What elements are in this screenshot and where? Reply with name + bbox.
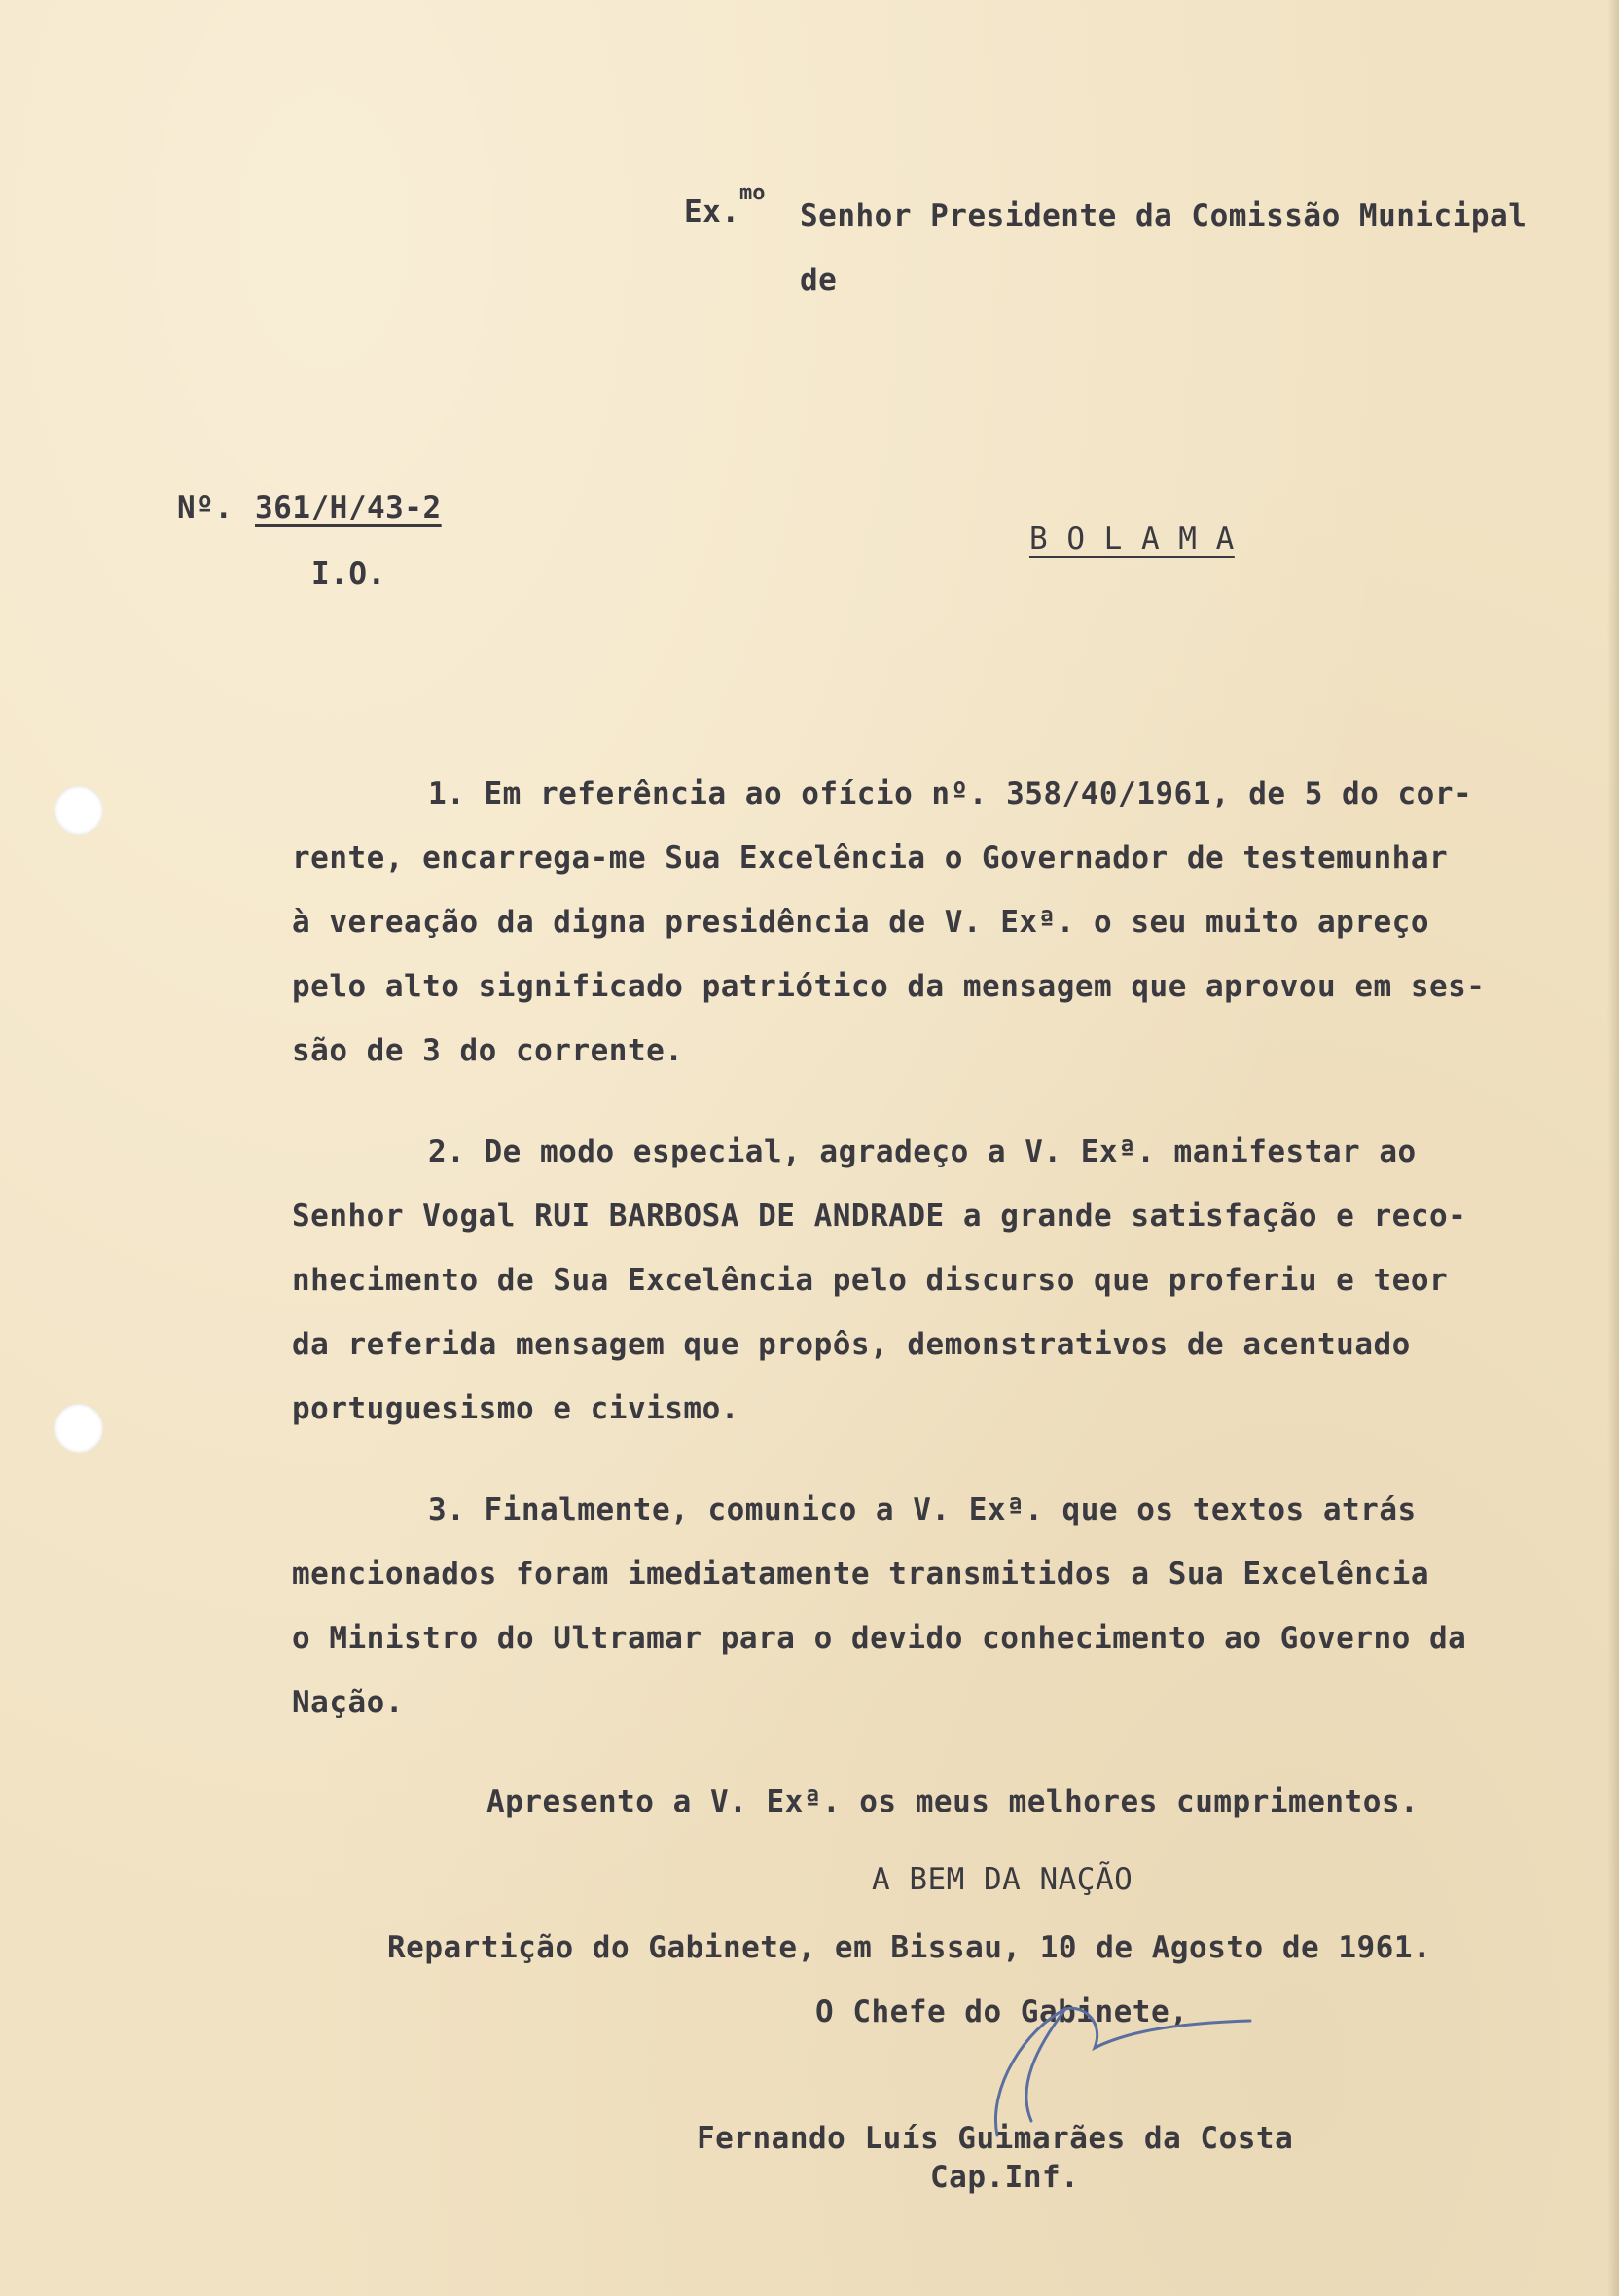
paragraph-2-line: portuguesismo e civismo.: [292, 1391, 739, 1426]
reference-number: 361/H/43-2: [255, 490, 442, 525]
signer-name: Fernando Luís Guimarães da Costa: [697, 2121, 1294, 2156]
paragraph-2-line: nhecimento de Sua Excelência pelo discurso que proferiu e teor: [292, 1263, 1449, 1298]
paragraph-1-line: 1. Em referência ao ofício nº. 358/40/1961, de 5 do cor-: [428, 776, 1473, 811]
paragraph-3-line: mencionados foram imediatamente transmitidos a Sua Excelência: [292, 1557, 1429, 1592]
paper-edge-shadow: [1607, 0, 1619, 2296]
paragraph-2-line: da referida mensagem que propôs, demonstrativos de acentuado: [292, 1327, 1411, 1362]
salutation-superscript: mo: [739, 181, 766, 205]
paragraph-3-line: 3. Finalmente, comunico a V. Exª. que os textos atrás: [428, 1492, 1417, 1527]
paragraph-2-line: Senhor Vogal RUI BARBOSA DE ANDRADE a grande satisfação e reco-: [292, 1199, 1467, 1234]
reference-code: I.O.: [311, 556, 386, 592]
paragraph-2-line: 2. De modo especial, agradeço a V. Exª. manifestar ao: [428, 1134, 1417, 1169]
signer-rank: Cap.Inf.: [930, 2160, 1080, 2195]
paragraph-1-line: à vereação da digna presidência de V. Exª. o seu muito apreço: [292, 905, 1429, 940]
reference-prefix: Nº.: [177, 490, 234, 525]
recipient-line-1: Senhor Presidente da Comissão Municipal: [800, 198, 1528, 233]
recipient-line-2: de: [800, 263, 838, 298]
paragraph-1-line: rente, encarrega-me Sua Excelência o Governador de testemunhar: [292, 841, 1449, 876]
closing-place-date: Repartição do Gabinete, em Bissau, 10 de Agosto de 1961.: [387, 1930, 1432, 1965]
destination: B O L A M A: [1029, 521, 1235, 556]
paragraph-3-line: o Ministro do Ultramar para o devido conhecimento ao Governo da: [292, 1621, 1467, 1656]
signer-role: O Chefe do Gabinete,: [815, 1994, 1189, 2029]
salutation: Ex.: [684, 195, 740, 230]
paragraph-1-line: são de 3 do corrente.: [292, 1033, 684, 1068]
paragraph-1-line: pelo alto significado patriótico da mensagem que aprovou em ses-: [292, 969, 1486, 1004]
punch-hole-top: [54, 786, 103, 835]
closing-greeting: Apresento a V. Exª. os meus melhores cumprimentos.: [486, 1784, 1420, 1819]
paragraph-3-line: Nação.: [292, 1685, 404, 1720]
punch-hole-bottom: [54, 1404, 103, 1453]
closing-motto: A BEM DA NAÇÃO: [872, 1862, 1133, 1897]
